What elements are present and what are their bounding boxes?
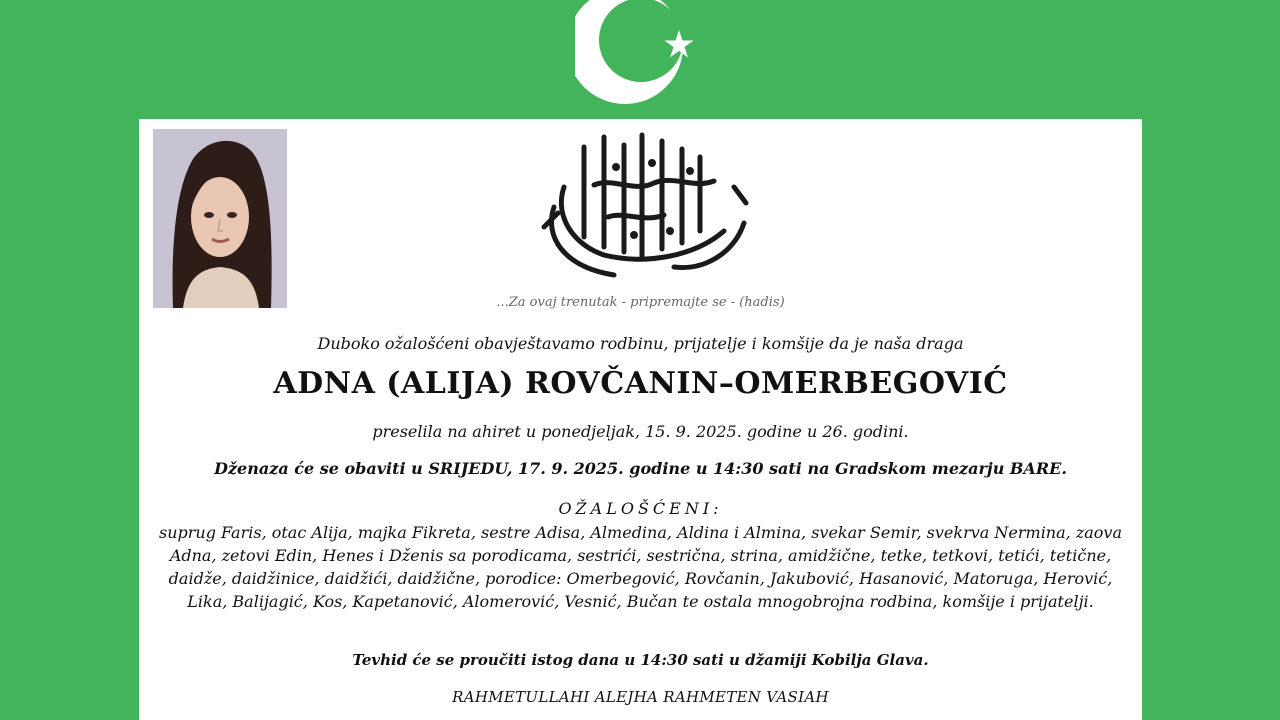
- intro-text: Duboko ožalošćeni obavještavamo rodbinu, prijatelje i komšije da je naša draga: [317, 334, 964, 353]
- hadith-quote: ...Za ovaj trenutak - pripremajte se - (hadis): [496, 295, 785, 310]
- obituary-card: [139, 119, 1142, 720]
- mourners-heading: OŽALOŠĆENI:: [558, 499, 723, 518]
- closing-prayer: RAHMETULLAHI ALEJHA RAHMETEN VASIAH: [452, 688, 829, 706]
- funeral-info: Dženaza će se obaviti u SRIJEDU, 17. 9. 2025. godine u 14:30 sati na Gradskom mezarju BARE.: [214, 459, 1067, 478]
- portrait-photo: [153, 129, 287, 308]
- arabic-calligraphy-emblem: [524, 127, 759, 287]
- tevhid-info: Tevhid će se proučiti istog dana u 14:30 sati u džamiji Kobilja Glava.: [352, 651, 929, 669]
- passing-date-text: preselila na ahiret u ponedjeljak, 15. 9. 2025. godine u 26. godini.: [372, 422, 909, 441]
- mourners-list: suprug Faris, otac Alija, majka Fikreta, sestre Adisa, Almedina, Aldina i Almina, svekar Semir, svekrva Nermina, zaova Adna, zetovi Edin, Henes i Dženis sa porodicama, sestrići, sestrična, strina, amidžične, tetke, tetkovi, tetići, tetične, daidže, daidžinice, daidžići, daidžične, porodice: Omerbegović, Rovčanin, Jakubović, Hasanović, Matoruga, Herović, Lika, Balijagić, Kos, Kapetanović, Alomerović, Vesnić, Bučan te ostala mnogobrojna rodbina, komšije i prijatelji.: [159, 523, 1122, 611]
- crescent-star-icon: [575, 0, 705, 110]
- deceased-name: ADNA (ALIJA) ROVČANIN–OMERBEGOVIĆ: [273, 366, 1008, 401]
